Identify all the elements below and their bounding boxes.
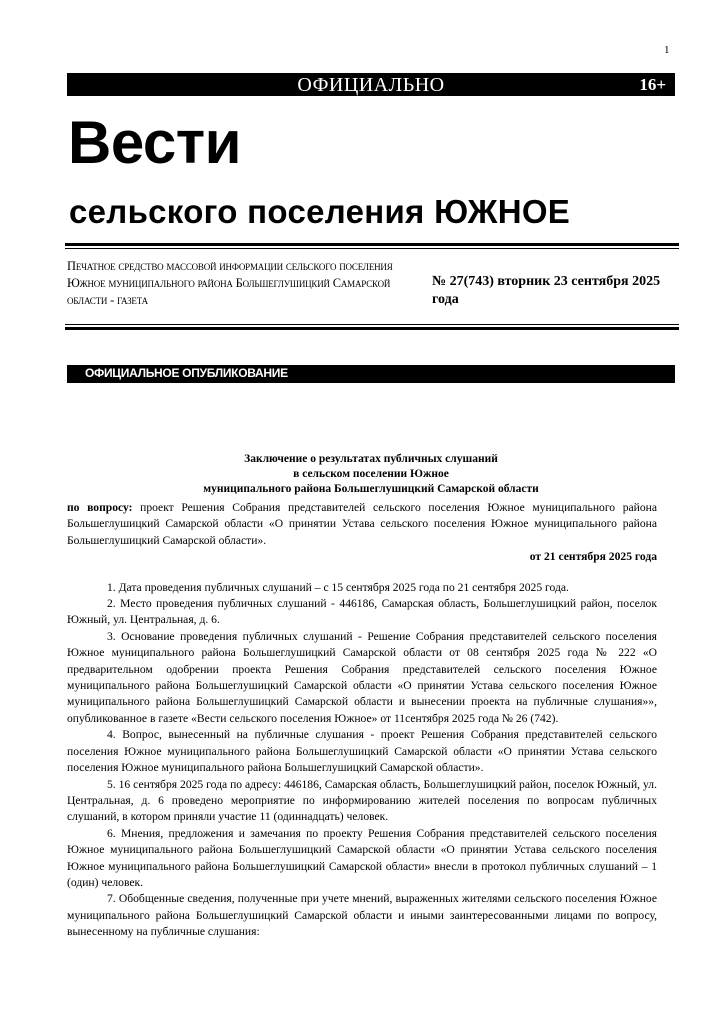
divider [65, 327, 679, 330]
document-title [67, 452, 675, 497]
paragraph: 5. 16 сентября 2025 года по адресу: 446186, Самарская область, Большеглушицкий район, поселок Южный, ул. Центральная, д. 6 проведено мероприятие по информированию жителей поселения по вопросам публичных слушаний, в котором приняли участие 11 (одиннадцать) человек. [67, 777, 657, 824]
paragraph: 2. Место проведения публичных слушаний - 446186, Самарская область, Большеглушицкий район, поселок Южный, ул. Центральная, д. 6. [67, 597, 657, 627]
paragraph: 4. Вопрос, вынесенный на публичные слушания - проект Решения Собрания представителей сельского поселения Южное муниципального района Большеглушицкий Самарской области «О принятии Устава сельского поселения Южное муниципального района Большеглушицкий Самарской области». [67, 728, 657, 775]
publication-description: Печатное средство массовой информации сельского поселения Южное муниципального района Большеглушицкий Самарской области - газета [67, 259, 393, 307]
title-line: в сельском поселении Южное [293, 468, 449, 480]
paragraph: 3. Основание проведения публичных слушаний - Решение Собрания представителей сельского поселения Южное муниципального района Большеглушицкий Самарской области от 08 сентября 2025 года № 222 «О предварительном одобрении проекта Решения Собрания представителей сельского поселения Южное муниципального района Большеглушицкий Самарской области «О принятии Устава сельского поселения Южное муниципального района Большеглушицкий Самарской области и вынесении проекта на публичные слушания»», опубликованное в газете «Вести сельского поселения Южное» от 11сентября 2025 года № 26 (742). [67, 629, 657, 725]
divider [65, 243, 679, 246]
section-label: ОФИЦИАЛЬНОЕ ОПУБЛИКОВАНИЕ [85, 366, 288, 380]
page-number: 1 [664, 44, 670, 56]
newspaper-title: Вести [68, 109, 242, 176]
document-date: от 21 сентября 2025 года [529, 550, 657, 564]
divider [65, 248, 679, 249]
divider [65, 324, 679, 325]
paragraph: 7. Обобщенные сведения, полученные при учете мнений, выраженных жителями сельского поселения Южное муниципального района Большеглушицкий Самарской области и иными заинтересованными лицами по вопросу, вынесенному на публичные слушания: [67, 892, 657, 939]
age-rating: 16+ [639, 75, 666, 94]
title-line: муниципального района Большеглушицкий Самарской области [203, 483, 539, 495]
question-label: по вопросу: [67, 501, 133, 514]
question-paragraph [67, 500, 657, 549]
paragraph: 6. Мнения, предложения и замечания по проекту Решения Собрания представителей сельского поселения Южное муниципального района Большеглушицкий Самарской области «О принятии Устава сельского поселения Южное муниципального района Большеглушицкий Самарской области» внесли в протокол публичных слушаний – 1 (один) человек. [67, 826, 657, 889]
title-line: Заключение о результатах публичных слушаний [244, 453, 498, 465]
question-text: проект Решения Собрания представителей сельского поселения Южное муниципального района Большеглушицкий Самарской области «О принятии Устава сельского поселения Южное муниципального района Большеглушицкий Самарской области». [67, 501, 657, 547]
newspaper-subtitle: сельского поселения ЮЖНОЕ [69, 193, 571, 230]
issue-info: № 27(743) вторник 23 сентября 2025 года [432, 274, 661, 307]
section-banner [67, 365, 675, 383]
paragraph: 1. Дата проведения публичных слушаний – с 15 сентября 2025 года по 21 сентября 2025 года. [107, 580, 569, 594]
document-body [67, 500, 657, 941]
official-banner [67, 73, 675, 96]
official-label: ОФИЦИАЛЬНО [297, 74, 445, 96]
